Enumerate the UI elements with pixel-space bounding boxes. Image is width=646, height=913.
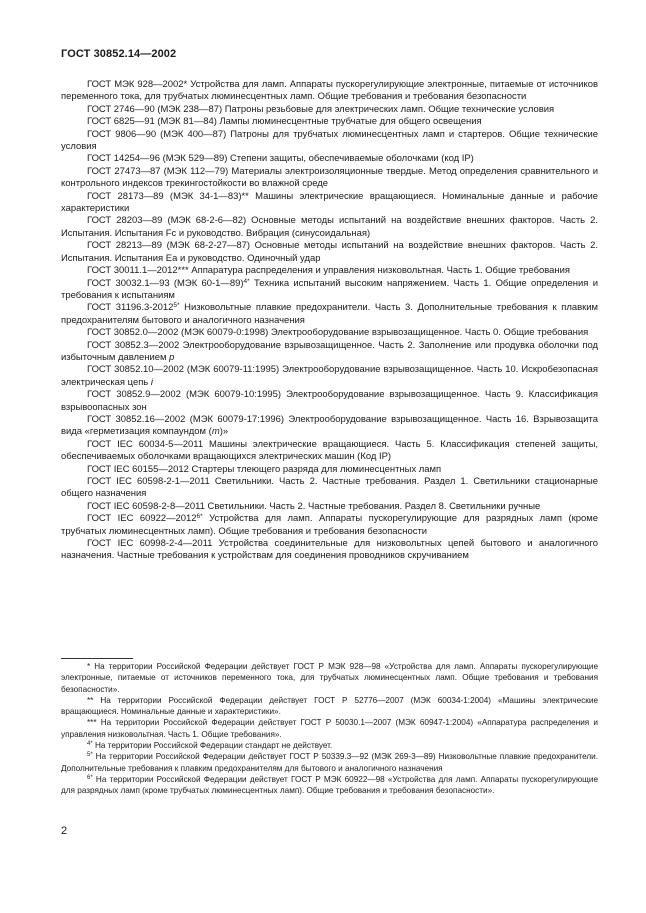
- reference-item: [61, 191, 598, 216]
- reference-item-symbol: i: [150, 376, 153, 388]
- footnote-item-text: ** На территории Российской Федерации действует ГОСТ Р 52776—2007 (МЭК 60034-1:2004) «Машины электрические вращающиеся. Номинальные данные и характеристики».: [61, 695, 598, 717]
- reference-item: [61, 439, 598, 464]
- reference-item: [61, 340, 598, 365]
- reference-item-text: Техника испытаний высоким напряжением. Часть 1. Общие определения и требования к испытаниям: [61, 277, 598, 301]
- footnote-marker: 5*: [173, 302, 180, 310]
- reference-item-text: ГОСТ 9806—90 (МЭК 400—87) Патроны для трубчатых люминесцентных ламп и стартеров. Общие технические условия: [61, 128, 598, 153]
- reference-item-text: ГОСТ 30852.10—2002 (МЭК 60079-11:1995) Электрооборудование взрывозащищенное. Часть 10. Искробезопасная электрическая цепь: [61, 364, 598, 388]
- reference-item-text: ГОСТ 28213—89 (МЭК 68-2-27—87) Основные методы испытаний на воздействие внешних факторов. Часть 2. Испытания. Испытания Ea и руководство. Одиночный удар: [61, 240, 598, 264]
- reference-item: [61, 389, 598, 414]
- reference-item-text: ГОСТ IEC 60034-5—2011 Машины электрические вращающиеся. Часть 5. Классификация степеней защиты, обеспечиваемых оболочками вращающихся электрических машин (Код IP): [61, 438, 598, 463]
- footnote-item: [61, 774, 598, 797]
- reference-item-text: ГОСТ 30032.1—93 (МЭК 60-1—89): [87, 277, 244, 289]
- reference-item: [61, 464, 598, 476]
- footnote-item: [61, 717, 598, 740]
- reference-item-text: ГОСТ 2746—90 (МЭК 238—87) Патроны резьбовые для электрических ламп. Общие технические условия: [87, 103, 555, 115]
- reference-item-text: Низковольтные плавкие предохранители. Часть 3. Дополнительные требования к плавким предохранителям бытового и аналогичного назначения: [61, 302, 598, 326]
- reference-item: [61, 364, 598, 389]
- footnote-separator: [61, 658, 133, 659]
- reference-item-text: Устройства для ламп. Аппараты пускорегулирующие для разрядных ламп (кроме трубчатых люминесцентных ламп). Общие требования и требования безопасности: [61, 513, 598, 537]
- reference-item: [61, 215, 598, 240]
- page-number: 2: [61, 825, 68, 837]
- reference-item: [61, 153, 598, 165]
- reference-item: [61, 129, 598, 154]
- reference-item-text: ГОСТ 31196.3-2012: [87, 302, 174, 314]
- reference-item-text: ГОСТ 28203—89 (МЭК 68-2-6—82) Основные методы испытаний на воздействие внешних факторов. Часть 2. Испытания. Испытания Fc и руководство. Вибрация (синусоидальная): [61, 215, 598, 239]
- footnote-item-text: *** На территории Российской Федерации действует ГОСТ Р 50030.1—2007 (МЭК 60947-1:2004) «Аппаратура распределения и управления низковольтная. Часть 1. Общие требования».: [61, 718, 598, 739]
- reference-item-text: ГОСТ IEC 60998-2-4—2011 Устройства соединительные для низковольтных цепей бытового и аналогичного назначения. Частные требования к устройствам для соединения проводников скручиванием: [61, 538, 598, 562]
- reference-item-symbol: m: [211, 426, 220, 438]
- reference-item-symbol: p: [169, 351, 175, 363]
- reference-item: [61, 476, 598, 501]
- reference-item: [61, 538, 598, 563]
- reference-item-text: ГОСТ 30852.9—2002 (МЭК 60079-10:1995) Электрооборудование взрывозащищенное. Часть 9. Классификация взрывоопасных зон: [61, 389, 598, 413]
- reference-item: [61, 302, 598, 327]
- reference-item: [61, 240, 598, 265]
- reference-item: [61, 501, 598, 513]
- footnote-marker: 6*: [196, 513, 203, 521]
- footnote-item: [61, 695, 598, 718]
- reference-item-text: ГОСТ 14254—96 (МЭК 529—89) Степени защиты, обеспечиваемые оболочками (код IP): [87, 153, 474, 165]
- footnote-marker: 4*: [243, 277, 250, 285]
- reference-item-text: ГОСТ IEC 60922—2012: [87, 513, 197, 525]
- reference-item-text: ГОСТ IEC 60598-2-8—2011 Светильники. Часть 2. Частные требования. Раздел 8. Светильники ручные: [87, 500, 541, 512]
- reference-item: [61, 414, 598, 439]
- footnote-marker: 5*: [87, 752, 93, 759]
- reference-item: [61, 79, 598, 104]
- footnote-item-text: На территории Российской Федерации действует ГОСТ Р МЭК 60922—98 «Устройства для ламп. Аппараты пускорегулирующие для разрядных ламп (кроме трубчатых люминесцентных ламп). Общие требования и требования безопасности».: [61, 774, 598, 796]
- reference-item-text: ГОСТ 30852.16—2002 (МЭК 60079-17:1996) Электрооборудование взрывозащищенное. Часть 16. Взрывозащита вида «герметизация компаундом (: [61, 413, 598, 438]
- footnote-marker: 4*: [87, 741, 93, 748]
- footnote-item: [61, 751, 598, 774]
- footnote-item: [61, 740, 598, 751]
- reference-item-text: ГОСТ IEC 60598-2-1—2011 Светильники. Часть 2. Частные требования. Раздел 1. Светильники стационарные общего назначения: [61, 476, 598, 500]
- reference-item-text: ГОСТ 30852.0—2002 (МЭК 60079-0:1998) Электрооборудование взрывозащищенное. Часть 0. Общие требования: [87, 327, 589, 339]
- reference-item-text: ГОСТ 28173—89 (МЭК 34-1—83)** Машины электрические вращающиеся. Номинальные данные и рабочие характеристики: [61, 190, 598, 215]
- reference-item: [61, 166, 598, 191]
- footnote-item: [61, 661, 598, 695]
- footnote-item-text: На территории Российской Федерации действует ГОСТ Р 50339.3—92 (МЭК 269-3—89) Низковольтные плавкие предохранители. Дополнительные требования к плавким предохранителям для бытового и аналогичного назначения: [61, 752, 598, 773]
- footnote-item-text: На территории Российской Федерации стандарт не действует.: [92, 741, 333, 751]
- reference-item: [61, 116, 598, 128]
- footnotes-list: [61, 661, 598, 797]
- reference-item-text: ГОСТ 30011.1—2012*** Аппаратура распределения и управления низковольтная. Часть 1. Общие требования: [87, 265, 570, 277]
- reference-item-text: ГОСТ МЭК 928—2002* Устройства для ламп. Аппараты пускорегулирующие электронные, питаемые от источников переменного тока, для трубчатых люминесцентных ламп. Общие требования и требования безопасности: [61, 79, 598, 103]
- normative-references-list: [61, 79, 598, 563]
- reference-item-text: ГОСТ 27473—87 (МЭК 112—79) Материалы электроизоляционные твердые. Метод определения сравнительного и контрольного индексов трекингостойкости во влажной среде: [61, 165, 598, 190]
- reference-item-text: )»: [219, 426, 229, 438]
- footnote-item-text: * На территории Российской Федерации действует ГОСТ Р МЭК 928—98 «Устройства для ламп. Аппараты пускорегулирующие электронные, питаемые от источников переменного тока, для трубчатых люминесцентных ламп. Общие требования и требования безопасности».: [61, 662, 598, 694]
- reference-item-text: ГОСТ 30852.3—2002 Электрооборудование взрывозащищенное. Часть 2. Заполнение или продувка оболочки под избыточным давлением: [61, 339, 598, 363]
- reference-item: [61, 265, 598, 277]
- footnote-marker: 6*: [87, 774, 93, 781]
- reference-item: [61, 104, 598, 116]
- reference-item: [61, 513, 598, 538]
- page-header: ГОСТ 30852.14—2002: [61, 48, 177, 60]
- reference-item-text: ГОСТ IEC 60155—2012 Стартеры тлеющего разряда для люминесцентных ламп: [87, 463, 442, 475]
- reference-item: [61, 278, 598, 303]
- reference-item: [61, 327, 598, 339]
- reference-item-text: ГОСТ 6825—91 (МЭК 81—84) Лампы люминесцентные трубчатые для общего освещения: [87, 116, 482, 128]
